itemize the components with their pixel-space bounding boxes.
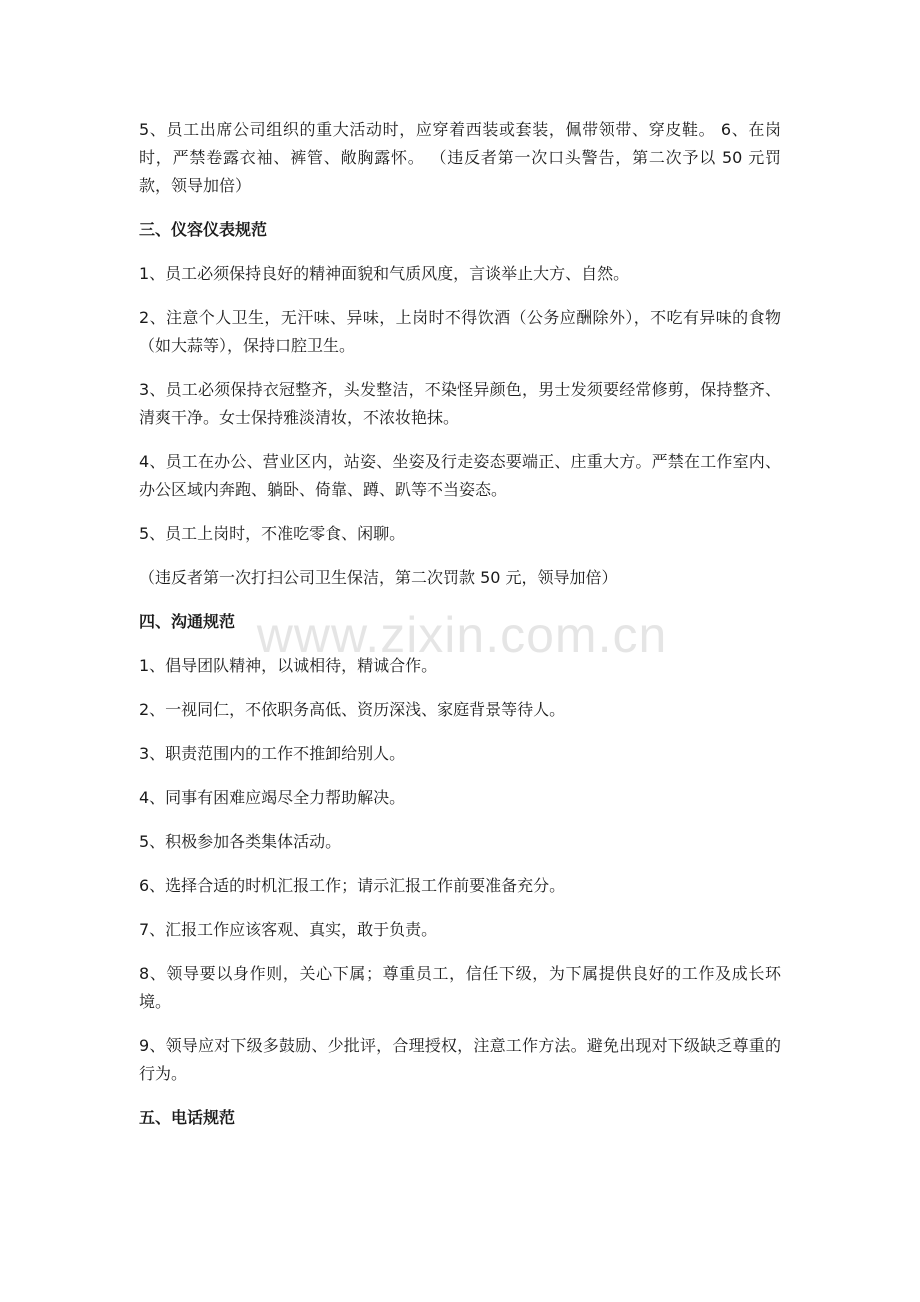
paragraph-communication-5: 5、积极参加各类集体活动。 [139, 832, 342, 851]
paragraph-appearance-penalty: （违反者第一次打扫公司卫生保洁，第二次罚款 50 元，领导加倍） [139, 568, 618, 587]
paragraph-appearance-4: 4、员工在办公、营业区内，站姿、坐姿及行走姿态要端正、庄重大方。严禁在工作室内、办公区域内奔跑、躺卧、倚靠、蹲、趴等不当姿态。 [139, 452, 781, 499]
document-body [139, 116, 781, 1148]
paragraph-communication-1: 1、倡导团队精神，以诚相待，精诚合作。 [139, 656, 438, 675]
paragraph-appearance-2: 2、注意个人卫生，无汗味、异味，上岗时不得饮酒（公务应酬除外），不吃有异味的食物（如大蒜等），保持口腔卫生。 [139, 308, 781, 355]
section-heading-appearance: 三、仪容仪表规范 [139, 220, 268, 239]
paragraph-appearance-5: 5、员工上岗时，不准吃零食、闲聊。 [139, 524, 406, 543]
paragraph-communication-4: 4、同事有困难应竭尽全力帮助解决。 [139, 788, 406, 807]
section-heading-communication: 四、沟通规范 [139, 612, 236, 631]
paragraph-communication-2: 2、一视同仁，不依职务高低、资历深浅、家庭背景等待人。 [139, 700, 566, 719]
watermark: www.zixin.com.cn [256, 607, 668, 663]
paragraph-communication-7: 7、汇报工作应该客观、真实，敢于负责。 [139, 920, 438, 939]
paragraph-attire-5-6: 5、员工出席公司组织的重大活动时，应穿着西装或套装，佩带领带、穿皮鞋。 6、在岗时，严禁卷露衣袖、裤管、敞胸露怀。 （违反者第一次口头警告，第二次予以 50 元罚款，领导加倍） [139, 120, 781, 195]
paragraph-communication-8: 8、领导要以身作则，关心下属；尊重员工，信任下级，为下属提供良好的工作及成长环境。 [139, 964, 781, 1011]
section-heading-telephone: 五、电话规范 [139, 1108, 236, 1127]
paragraph-communication-9: 9、领导应对下级多鼓励、少批评，合理授权，注意工作方法。避免出现对下级缺乏尊重的行为。 [139, 1036, 781, 1083]
paragraph-communication-3: 3、职责范围内的工作不推卸给别人。 [139, 744, 406, 763]
paragraph-appearance-1: 1、员工必须保持良好的精神面貌和气质风度，言谈举止大方、自然。 [139, 264, 630, 283]
paragraph-communication-6: 6、选择合适的时机汇报工作；请示汇报工作前要准备充分。 [139, 876, 566, 895]
paragraph-appearance-3: 3、员工必须保持衣冠整齐，头发整洁，不染怪异颜色，男士发须要经常修剪，保持整齐、清爽干净。女士保持雅淡清妆，不浓妆艳抹。 [139, 380, 781, 427]
